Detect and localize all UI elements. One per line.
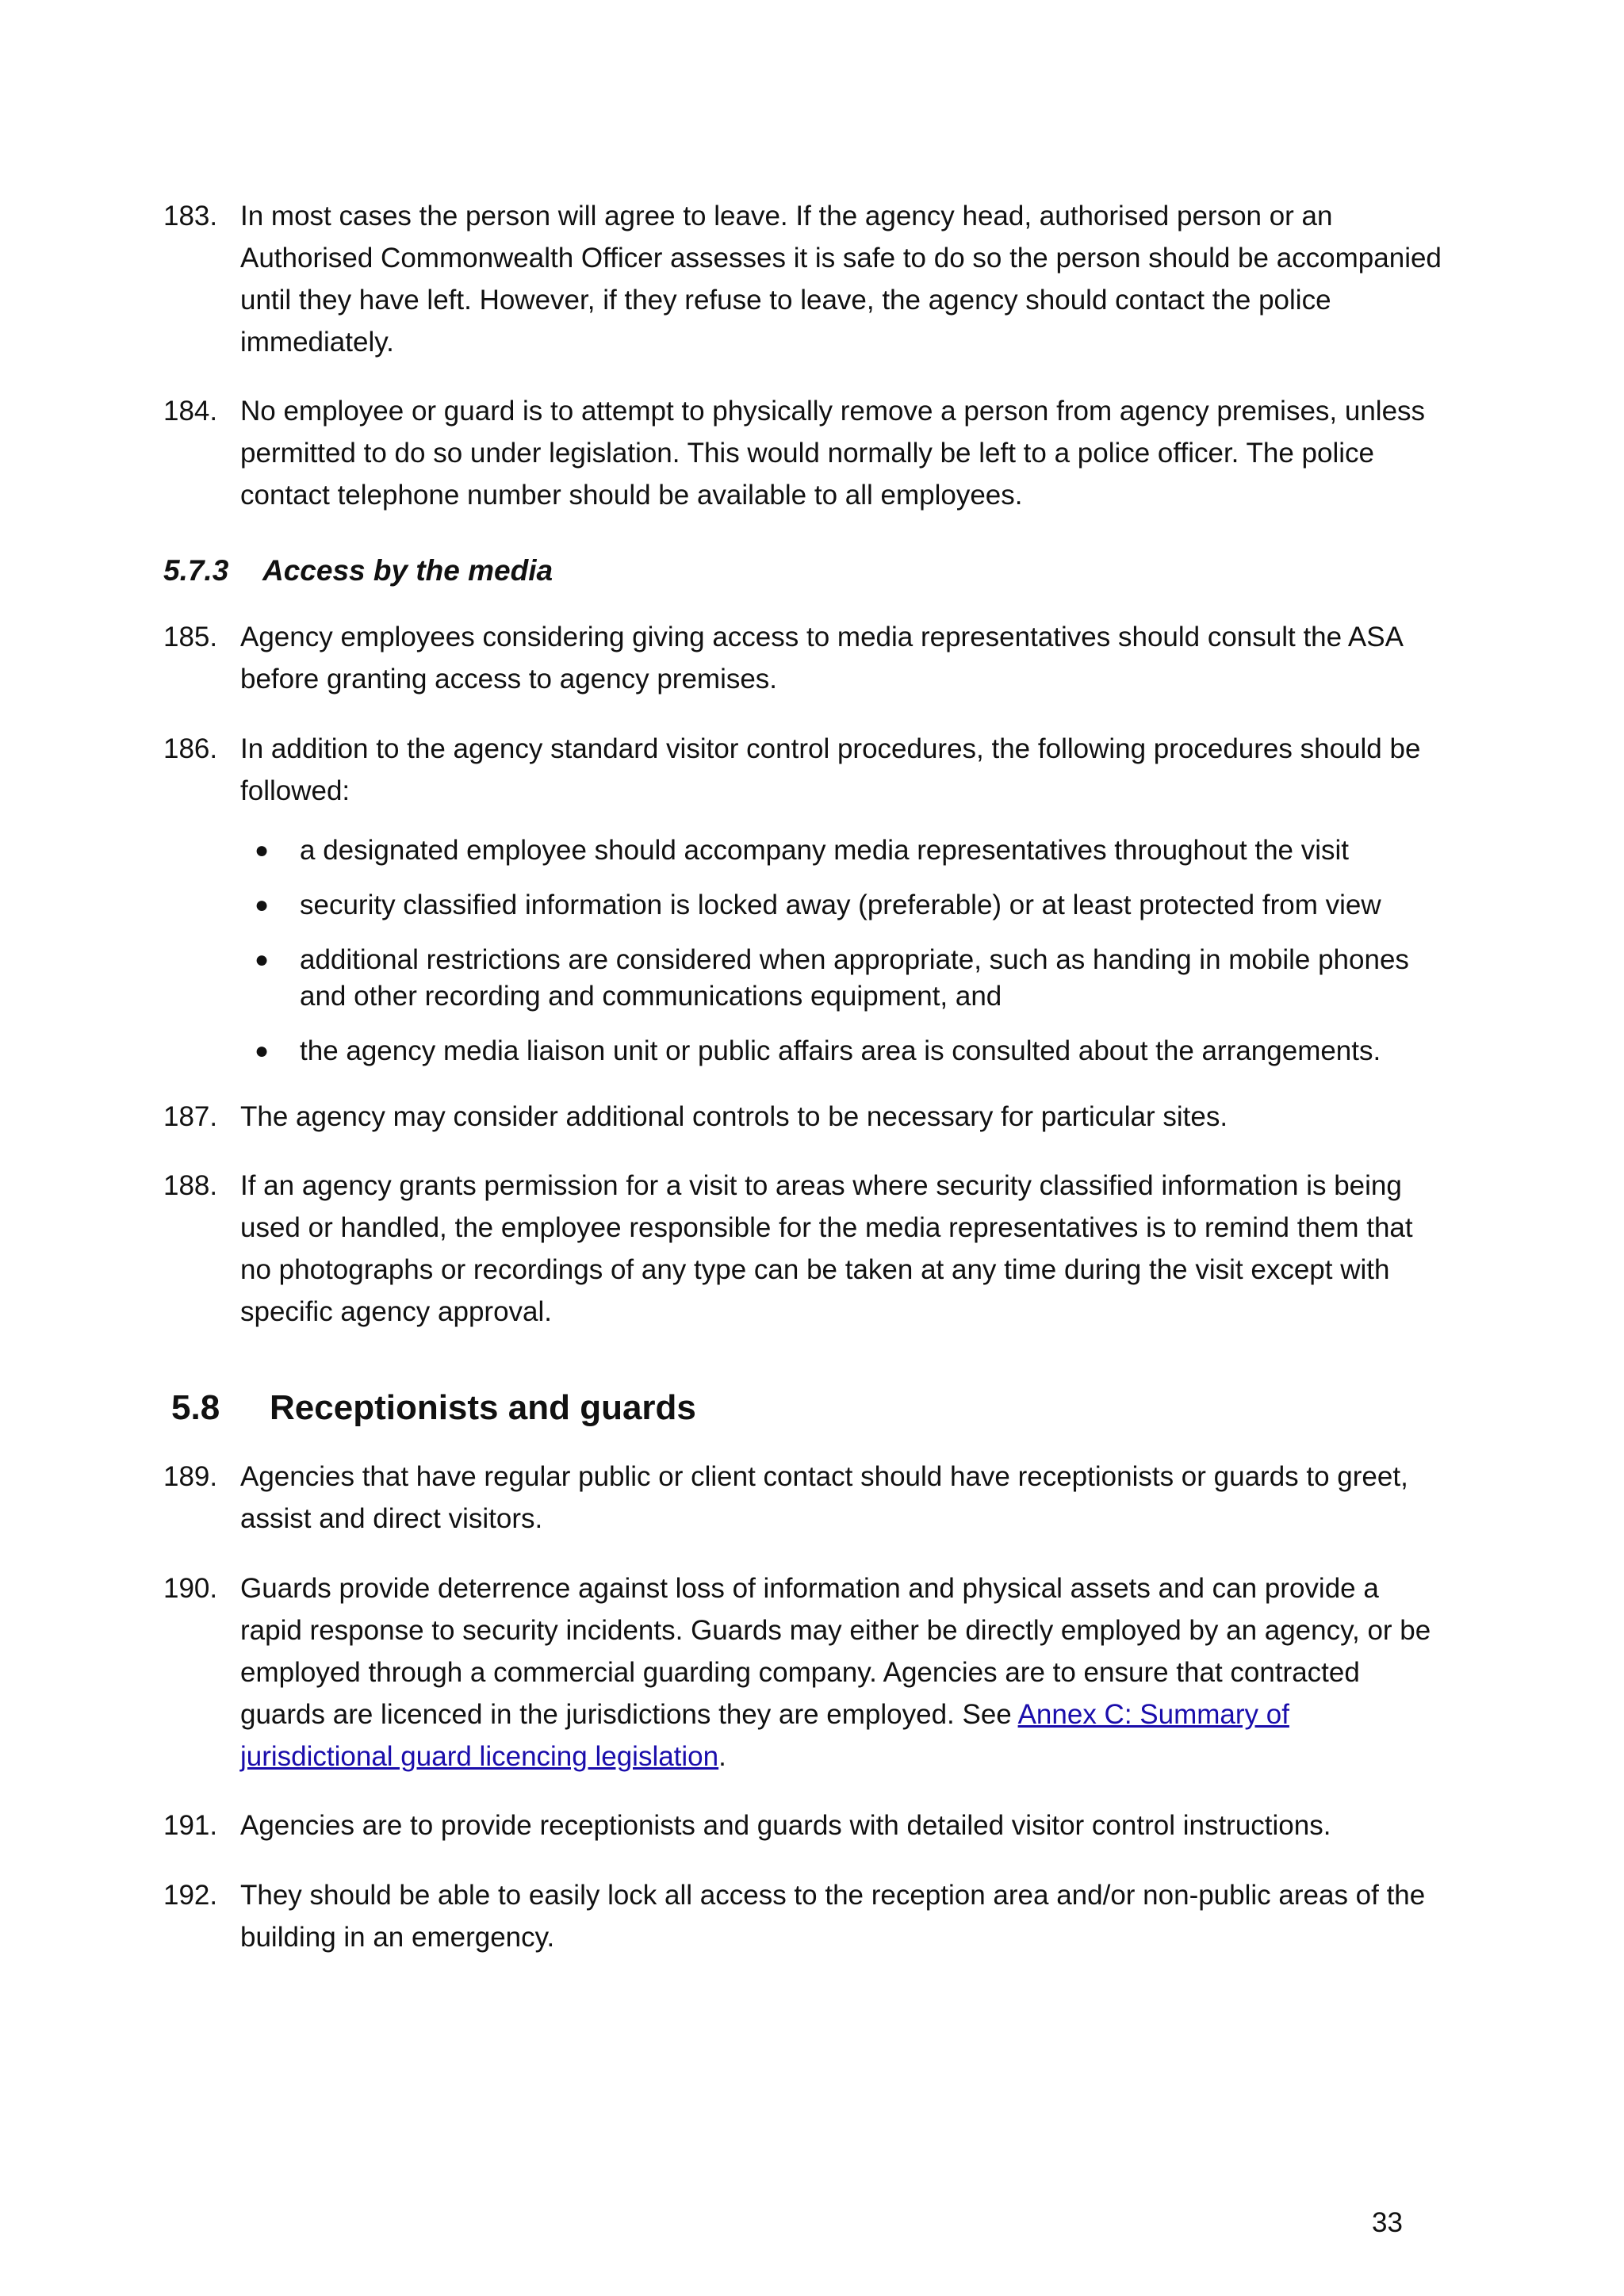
paragraph-185: [163, 616, 1448, 700]
paragraph-183: [163, 195, 1448, 363]
paragraph-text: Agency employees considering giving access to media representatives should consult the ASA before granting access to agency premises.: [240, 622, 1403, 695]
paragraph-number: 191.: [163, 1810, 218, 1841]
paragraph-186: [163, 728, 1448, 812]
paragraph-number: 189.: [163, 1461, 218, 1492]
paragraph-191: [163, 1804, 1448, 1846]
paragraph-188: [163, 1165, 1448, 1333]
bullet-icon: ●: [255, 837, 270, 863]
list-item-text: security classified information is locked away (preferable) or at least protected from view: [300, 890, 1381, 920]
section-number: 5.7.3: [163, 554, 229, 587]
section-heading-5-8: [171, 1386, 696, 1430]
list-item: [240, 1033, 1446, 1070]
page-number: 33: [1372, 2207, 1403, 2238]
bullet-list: [240, 832, 1446, 1070]
paragraph-189: [163, 1456, 1448, 1540]
paragraph-number: 186.: [163, 733, 218, 764]
paragraph-text: [240, 1567, 1448, 1777]
paragraph-text-end: .: [718, 1741, 726, 1772]
paragraph-190: [163, 1567, 1448, 1777]
list-item: [240, 887, 1446, 924]
paragraph-text: Agencies that have regular public or client contact should have receptionists or guards to greet, assist and direct visitors.: [240, 1461, 1408, 1534]
paragraph-text: No employee or guard is to attempt to physically remove a person from agency premises, unless permitted to do so under legislation. This would normally be left to a police officer. The police contact telephone number should be available to all employees.: [240, 396, 1426, 511]
paragraph-text: They should be able to easily lock all access to the reception area and/or non-public areas of the building in an emergency.: [240, 1880, 1426, 1953]
section-number: 5.8: [171, 1388, 220, 1427]
list-item-text: the agency media liaison unit or public affairs area is consulted about the arrangements.: [300, 1035, 1381, 1066]
paragraph-text: The agency may consider additional controls to be necessary for particular sites.: [240, 1101, 1228, 1132]
paragraph-text: If an agency grants permission for a visit to areas where security classified information is being used or handled, the employee responsible for the media representatives is to remind them that no photographs or recordings of any type can be taken at any time during the visit except with specific agency approval.: [240, 1170, 1413, 1327]
bullet-icon: ●: [255, 1038, 270, 1064]
paragraph-text: In most cases the person will agree to leave. If the agency head, authorised person or an Authorised Commonwealth Officer assesses it is safe to do so the person should be accompanied until they have left. However, if they refuse to leave, the agency should contact the police immediately.: [240, 201, 1442, 358]
paragraph-text: Agencies are to provide receptionists and guards with detailed visitor control instructions.: [240, 1810, 1331, 1841]
section-heading-5-7-3: [163, 551, 553, 591]
paragraph-text-lead: Guards provide deterrence against loss of information and physical assets and can provide a rapid response to security incidents. Guards may either be directly employed by an agency, or be employed through a commercial guarding company. Agencies are to ensure that contracted guards are licenced in the jurisdictions they are employed. See: [240, 1573, 1431, 1730]
paragraph-number: 190.: [163, 1573, 218, 1604]
paragraph-number: 187.: [163, 1101, 218, 1132]
list-item: [240, 832, 1446, 869]
list-item-text: a designated employee should accompany media representatives throughout the visit: [300, 835, 1350, 866]
paragraph-number: 188.: [163, 1170, 218, 1201]
paragraph-number: 185.: [163, 622, 218, 652]
bullet-icon: ●: [255, 892, 270, 918]
section-title: Access by the media: [262, 554, 553, 587]
section-title: Receptionists and guards: [270, 1388, 696, 1427]
paragraph-184: [163, 390, 1448, 516]
paragraph-187: [163, 1096, 1448, 1138]
bullet-icon: ●: [255, 947, 270, 973]
list-item-text: additional restrictions are considered when appropriate, such as handing in mobile phones and other recording and communications equipment, and: [300, 944, 1409, 1012]
paragraph-text: In addition to the agency standard visitor control procedures, the following procedures should be followed:: [240, 733, 1421, 806]
paragraph-number: 184.: [163, 396, 218, 427]
annex-c-link[interactable]: Annex C: Summary of jurisdictional guard licencing legislation: [240, 1699, 1289, 1772]
paragraph-number: 183.: [163, 201, 218, 232]
list-item: [240, 942, 1446, 1015]
paragraph-number: 192.: [163, 1880, 218, 1911]
paragraph-192: [163, 1874, 1448, 1958]
